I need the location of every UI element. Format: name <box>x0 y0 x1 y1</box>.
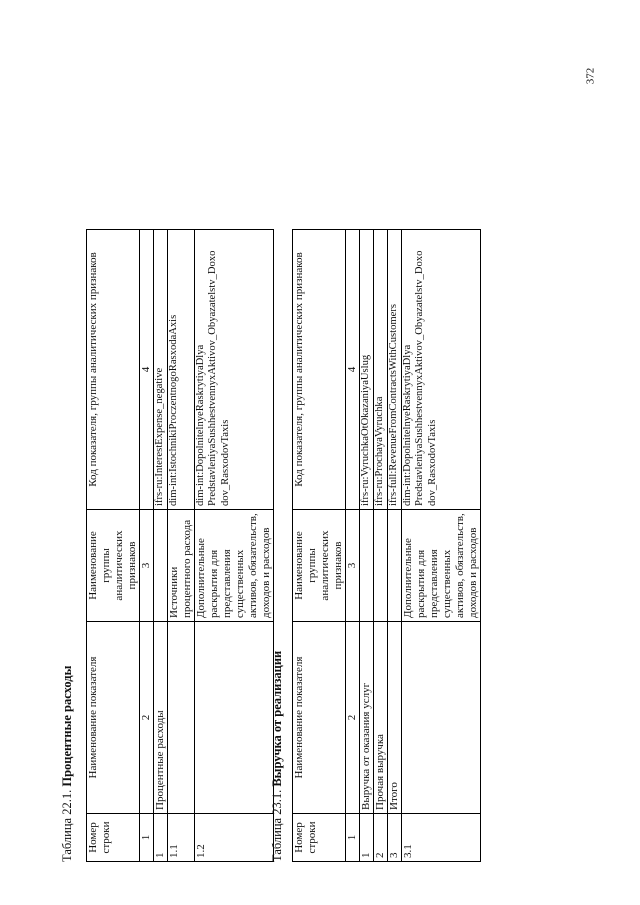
table2-header-row <box>293 230 346 862</box>
row-code: dim-int:IstochnikiProczentnogoRasxodaAxis <box>167 230 194 510</box>
row-group <box>153 510 167 622</box>
row-name: Процентные расходы <box>153 622 167 814</box>
table2-colnum-3: 3 <box>345 510 359 622</box>
table2-header-num: Номер строки <box>293 814 346 862</box>
row-name <box>167 622 194 814</box>
table-row <box>401 230 480 862</box>
row-name <box>401 622 480 814</box>
table1-colnum-3: 3 <box>139 510 153 622</box>
page-number: 372 <box>584 67 597 85</box>
table2-colnum-1: 1 <box>345 814 359 862</box>
row-code: ifrs-ru:ProchayaVyruchka <box>373 230 387 510</box>
table-row <box>194 230 273 862</box>
table1-caption-prefix: Таблица 22.1. <box>60 789 74 862</box>
row-number: 3.1 <box>401 814 480 862</box>
table2-colnum-4: 4 <box>345 230 359 510</box>
row-group: Дополнительные раскрытия для представления существенных активов, обязательств, доходов и расходов <box>194 510 273 622</box>
table-row <box>359 230 373 862</box>
row-name <box>194 622 273 814</box>
table2-colnum-2: 2 <box>345 622 359 814</box>
table1-header-code: Код показателя, группы аналитических признаков <box>87 230 140 510</box>
table2 <box>292 229 481 862</box>
table1-header-group: Наименование группы аналитических признаков <box>87 510 140 622</box>
row-name: Выручка от оказания услуг <box>359 622 373 814</box>
table1-header-row <box>87 230 140 862</box>
table1-caption-title: Процентные расходы <box>60 665 74 787</box>
row-name: Прочая выручка <box>373 622 387 814</box>
table1-caption <box>60 666 75 862</box>
row-group: Дополнительные раскрытия для представления существенных активов, обязательств, доходов и расходов <box>401 510 480 622</box>
table2-caption-prefix: Таблица 23.1. <box>270 789 284 862</box>
row-code: dim-int:DopolnitelnyeRaskrytiyaDlya PredstavleniyaSushhestvennyxAktivov_Obyazatelstv_Doxo dov_RasxodovTaxis <box>194 230 273 510</box>
table-row <box>167 230 194 862</box>
table2-caption <box>270 651 285 862</box>
row-name: Итого <box>387 622 401 814</box>
row-code: ifrs-ru:VyruchkaOtOkazaniyaUslug <box>359 230 373 510</box>
row-number: 1 <box>153 814 167 862</box>
table-row <box>387 230 401 862</box>
row-code: ifrs-full:RevenueFromContractsWithCustomers <box>387 230 401 510</box>
table1-header-num: Номер строки <box>87 814 140 862</box>
table1-colnum-1: 1 <box>139 814 153 862</box>
table1-column-numbers <box>139 230 153 862</box>
row-code: dim-int:DopolnitelnyeRaskrytiyaDlya PredstavleniyaSushhestvennyxAktivov_Obyazatelstv_Doxo dov_RasxodovTaxis <box>401 230 480 510</box>
table-row <box>373 230 387 862</box>
table2-caption-title: Выручка от реализации <box>270 650 284 787</box>
row-number: 1.1 <box>167 814 194 862</box>
row-code: ifrs-ru:InterestExpense_negative <box>153 230 167 510</box>
row-group <box>387 510 401 622</box>
row-group: Источники процентного расхода <box>167 510 194 622</box>
table2-header-code: Код показателя, группы аналитических признаков <box>293 230 346 510</box>
table2-header-name: Наименование показателя <box>293 622 346 814</box>
table2-column-numbers <box>345 230 359 862</box>
rotated-page-content <box>60 62 620 862</box>
table1 <box>86 229 274 862</box>
row-number: 2 <box>373 814 387 862</box>
row-group <box>373 510 387 622</box>
row-group <box>359 510 373 622</box>
table1-colnum-2: 2 <box>139 622 153 814</box>
table1-header-name: Наименование показателя <box>87 622 140 814</box>
row-number: 1 <box>359 814 373 862</box>
table2-header-group: Наименование группы аналитических признаков <box>293 510 346 622</box>
row-number: 3 <box>387 814 401 862</box>
table-row <box>153 230 167 862</box>
row-number: 1.2 <box>194 814 273 862</box>
table1-colnum-4: 4 <box>139 230 153 510</box>
